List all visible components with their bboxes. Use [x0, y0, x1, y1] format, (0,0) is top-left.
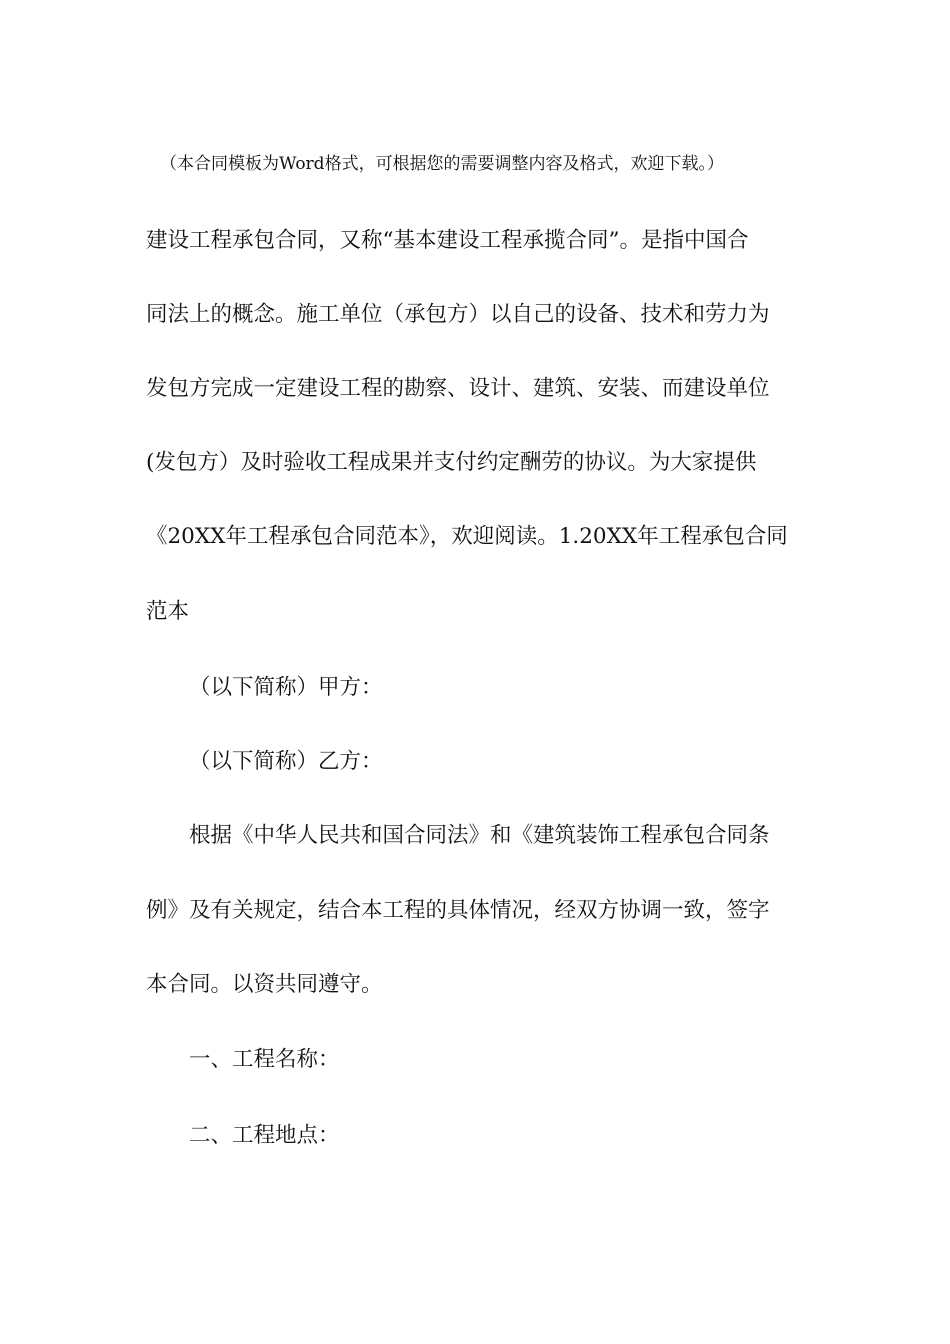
template-note: （本合同模板为Word格式，可根据您的需要调整内容及格式，欢迎下载。）	[160, 154, 725, 174]
intro-line: 建设工程承包合同，又称“基本建设工程承揽合同”。是指中国合	[146, 228, 749, 253]
basis-line: 例》及有关规定，结合本工程的具体情况，经双方协调一致，签字	[146, 898, 770, 923]
intro-line: 同法上的概念。施工单位（承包方）以自己的设备、技术和劳力为	[146, 302, 770, 327]
intro-line: 范本	[146, 599, 190, 624]
intro-line: 发包方完成一定建设工程的勘察、设计、建筑、安装、而建设单位	[146, 376, 770, 401]
intro-line: (发包方）及时验收工程成果并支付约定酬劳的协议。为大家提供	[146, 450, 757, 475]
clause-project-location: 二、工程地点：	[189, 1123, 340, 1148]
party-a-line: （以下简称）甲方：	[189, 675, 383, 700]
basis-line: 本合同。以资共同遵守。	[146, 972, 383, 997]
clause-project-name: 一、工程名称：	[189, 1047, 340, 1072]
intro-line: 《20XX年工程承包合同范本》，欢迎阅读。1.20XX年工程承包合同	[146, 524, 788, 549]
party-b-line: （以下简称）乙方：	[189, 749, 383, 774]
basis-line: 根据《中华人民共和国合同法》和《建筑装饰工程承包合同条	[189, 823, 770, 848]
